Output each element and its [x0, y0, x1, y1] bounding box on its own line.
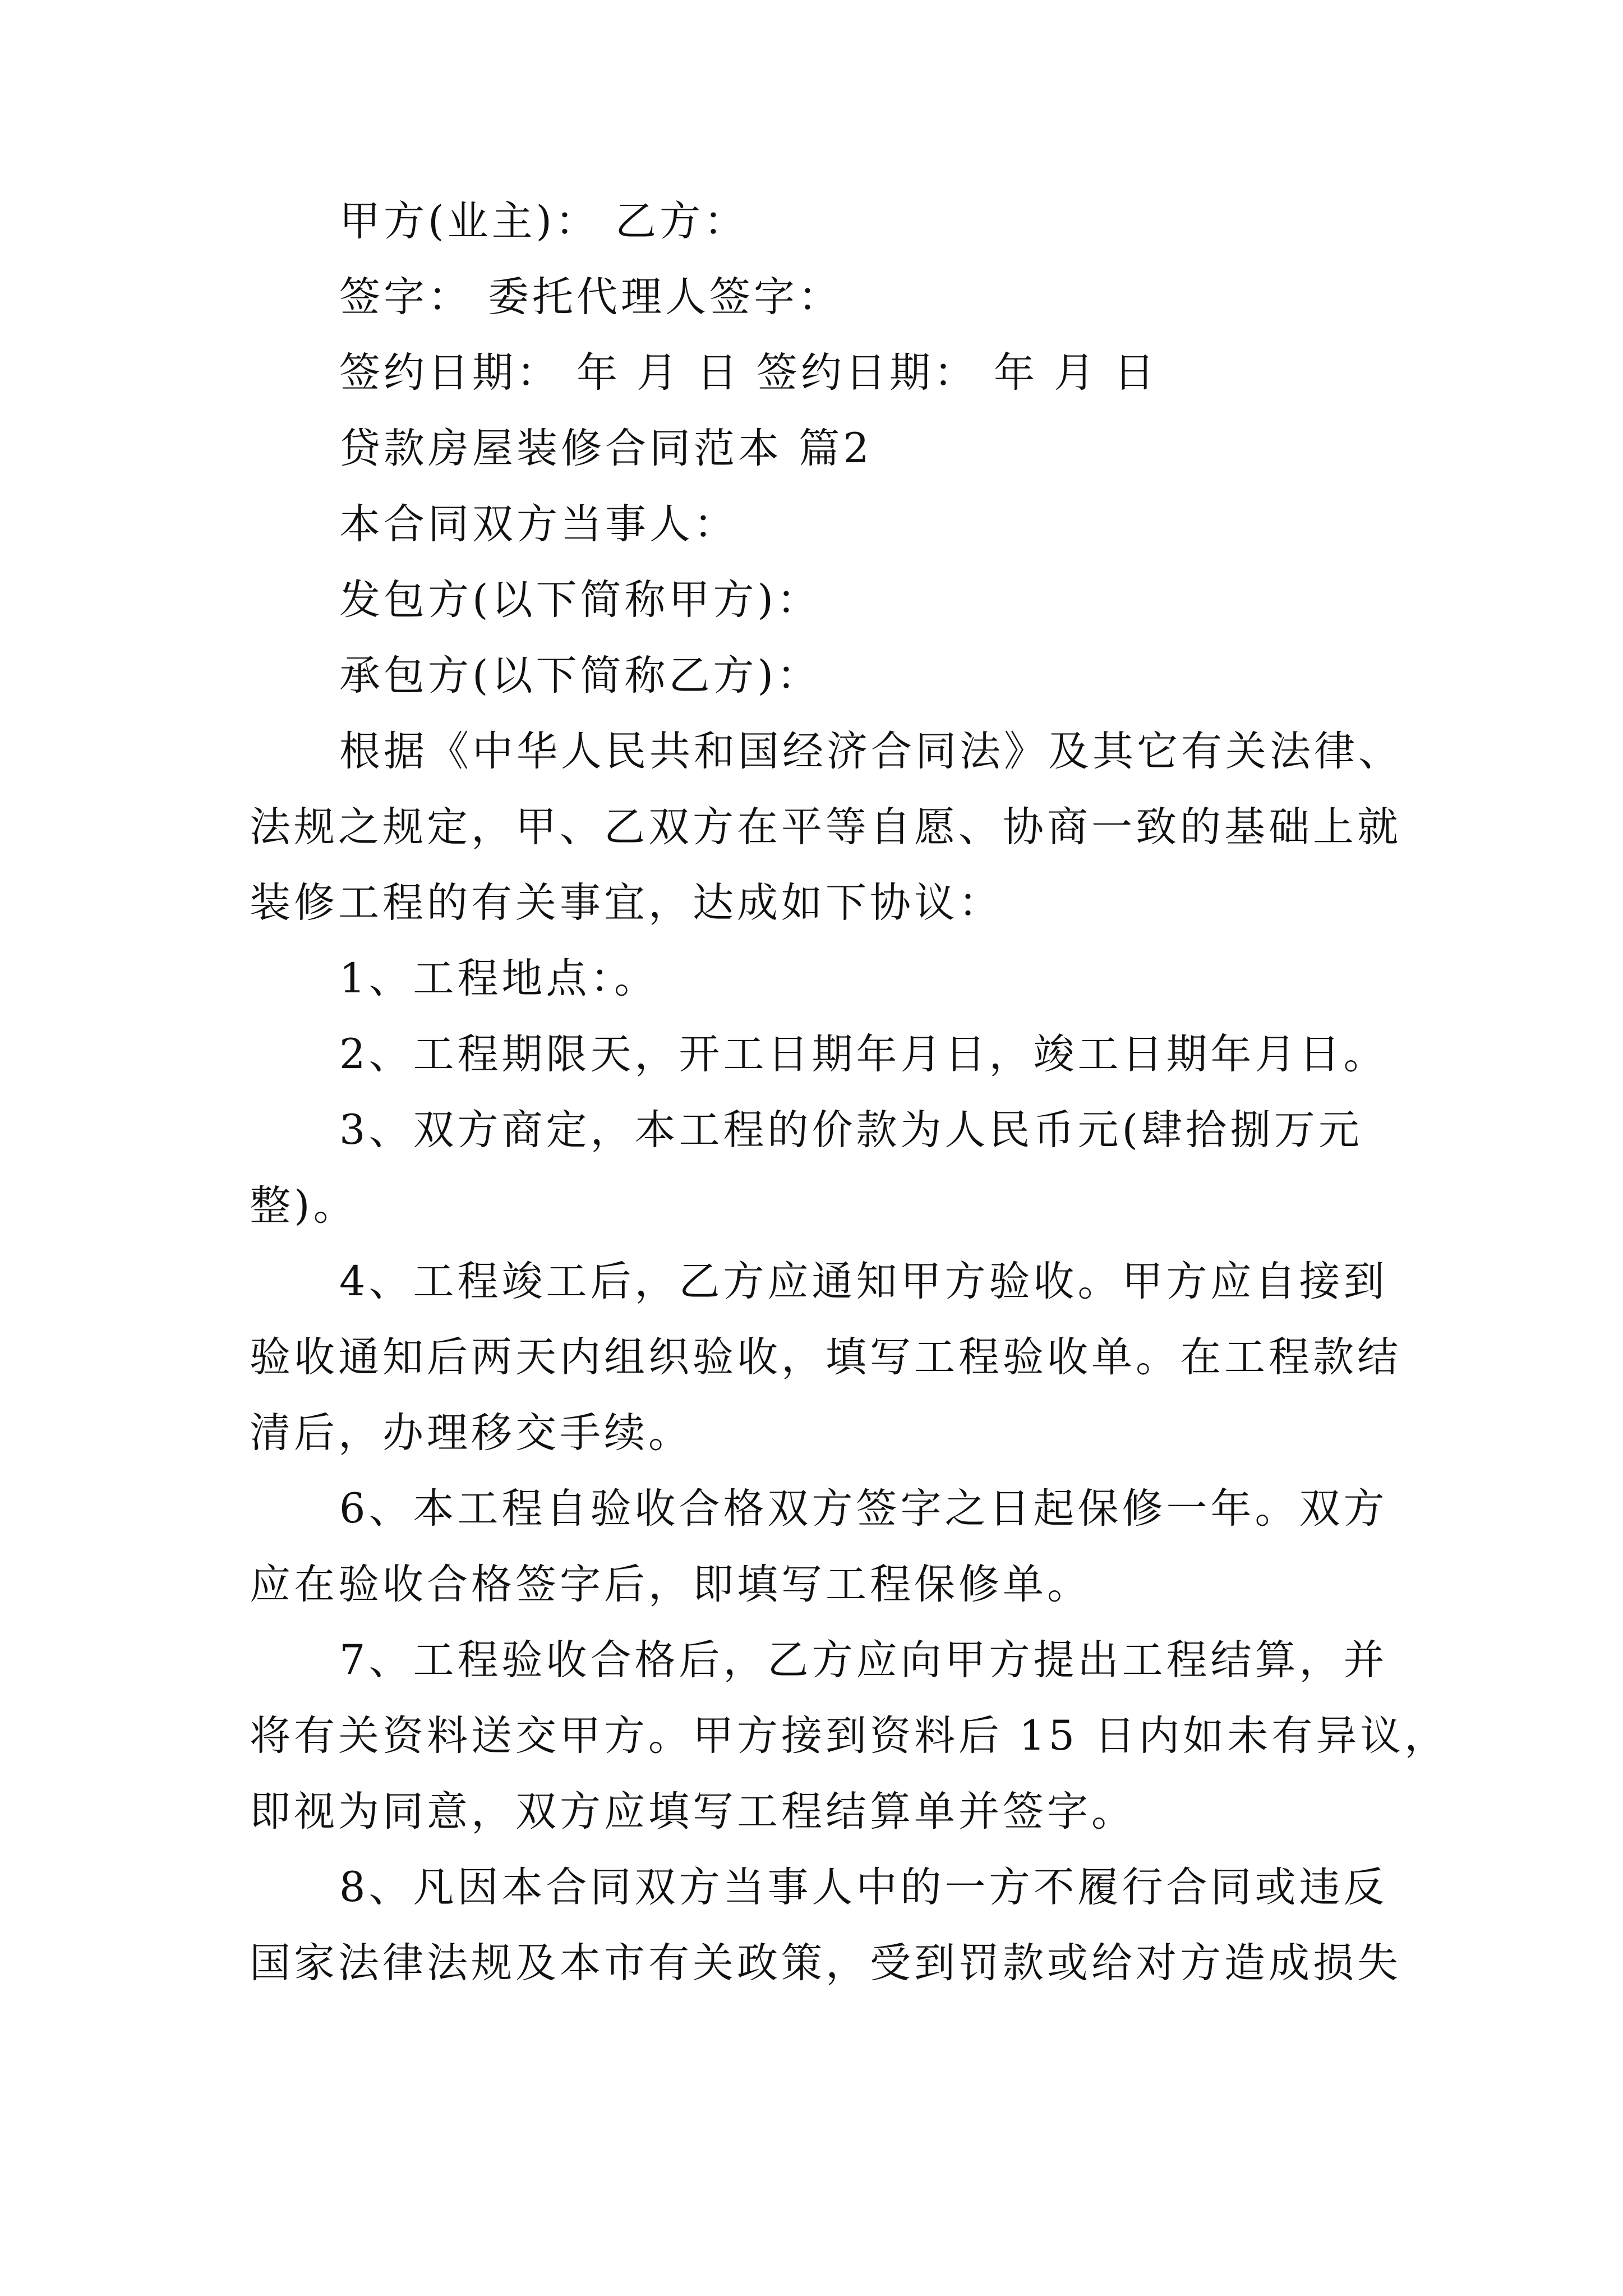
day-b: 日 — [1114, 349, 1158, 397]
party-line — [339, 199, 748, 244]
contractor-line: 承包方(以下简称乙方)： — [339, 652, 821, 700]
preamble-line: 法规之规定，甲、乙双方在平等自愿、协商一致的基础上就 — [250, 803, 1401, 851]
clause-4-line: 验收通知后两天内组织验收，填写工程验收单。在工程款结 — [250, 1333, 1401, 1381]
clause-6-line: 应在验收合格签字后，即填写工程保修单。 — [250, 1561, 1091, 1608]
party-a-label: 甲方(业主)： — [339, 197, 600, 245]
agent-sign-label: 委托代理人签字： — [488, 273, 842, 321]
clause-4-line: 清后，办理移交手续。 — [250, 1409, 693, 1457]
clause-4-line: 4、工程竣工后，乙方应通知甲方验收。甲方应自接到 — [339, 1258, 1388, 1305]
section-title: 贷款房屋装修合同范本 篇2 — [339, 425, 873, 472]
clause-7-line: 将有关资料送交甲方。甲方接到资料后 15 日内如未有异议， — [250, 1712, 1449, 1760]
employer-line: 发包方(以下简称甲方)： — [339, 576, 821, 624]
party-b-label: 乙方： — [615, 197, 748, 245]
clause-1-line: 1、工程地点：。 — [339, 955, 658, 1002]
clause-2-line: 2、工程期限天，开工日期年月日，竣工日期年月日。 — [339, 1030, 1388, 1078]
sign-label: 签字： — [339, 273, 472, 321]
date-line — [339, 351, 1158, 395]
preamble-line: 根据《中华人民共和国经济合同法》及其它有关法律、 — [339, 728, 1403, 775]
year-b: 年 — [994, 349, 1038, 397]
month-a: 月 — [637, 349, 681, 397]
clause-8-line: 8、凡因本合同双方当事人中的一方不履行合同或违反 — [339, 1864, 1388, 1911]
date-label-a: 签约日期： — [339, 349, 561, 397]
date-label-b: 签约日期： — [757, 349, 978, 397]
clause-6-line: 6、本工程自验收合格双方签字之日起保修一年。双方 — [339, 1485, 1388, 1533]
clause-3-line: 3、双方商定，本工程的价款为人民币元(肆拾捌万元 — [339, 1106, 1363, 1154]
day-a: 日 — [697, 349, 741, 397]
clause-3-line: 整)。 — [250, 1182, 358, 1230]
preamble-line: 装修工程的有关事宜，达成如下协议： — [250, 879, 1003, 927]
month-b: 月 — [1054, 349, 1098, 397]
clause-7-line: 7、工程验收合格后，乙方应向甲方提出工程结算，并 — [339, 1636, 1388, 1684]
signature-line — [339, 275, 842, 320]
year-a: 年 — [577, 349, 621, 397]
clause-8-line: 国家法律法规及本市有关政策，受到罚款或给对方造成损失 — [250, 1939, 1401, 1987]
clause-7-line: 即视为同意，双方应填写工程结算单并签字。 — [250, 1788, 1136, 1835]
parties-intro: 本合同双方当事人： — [339, 500, 738, 548]
